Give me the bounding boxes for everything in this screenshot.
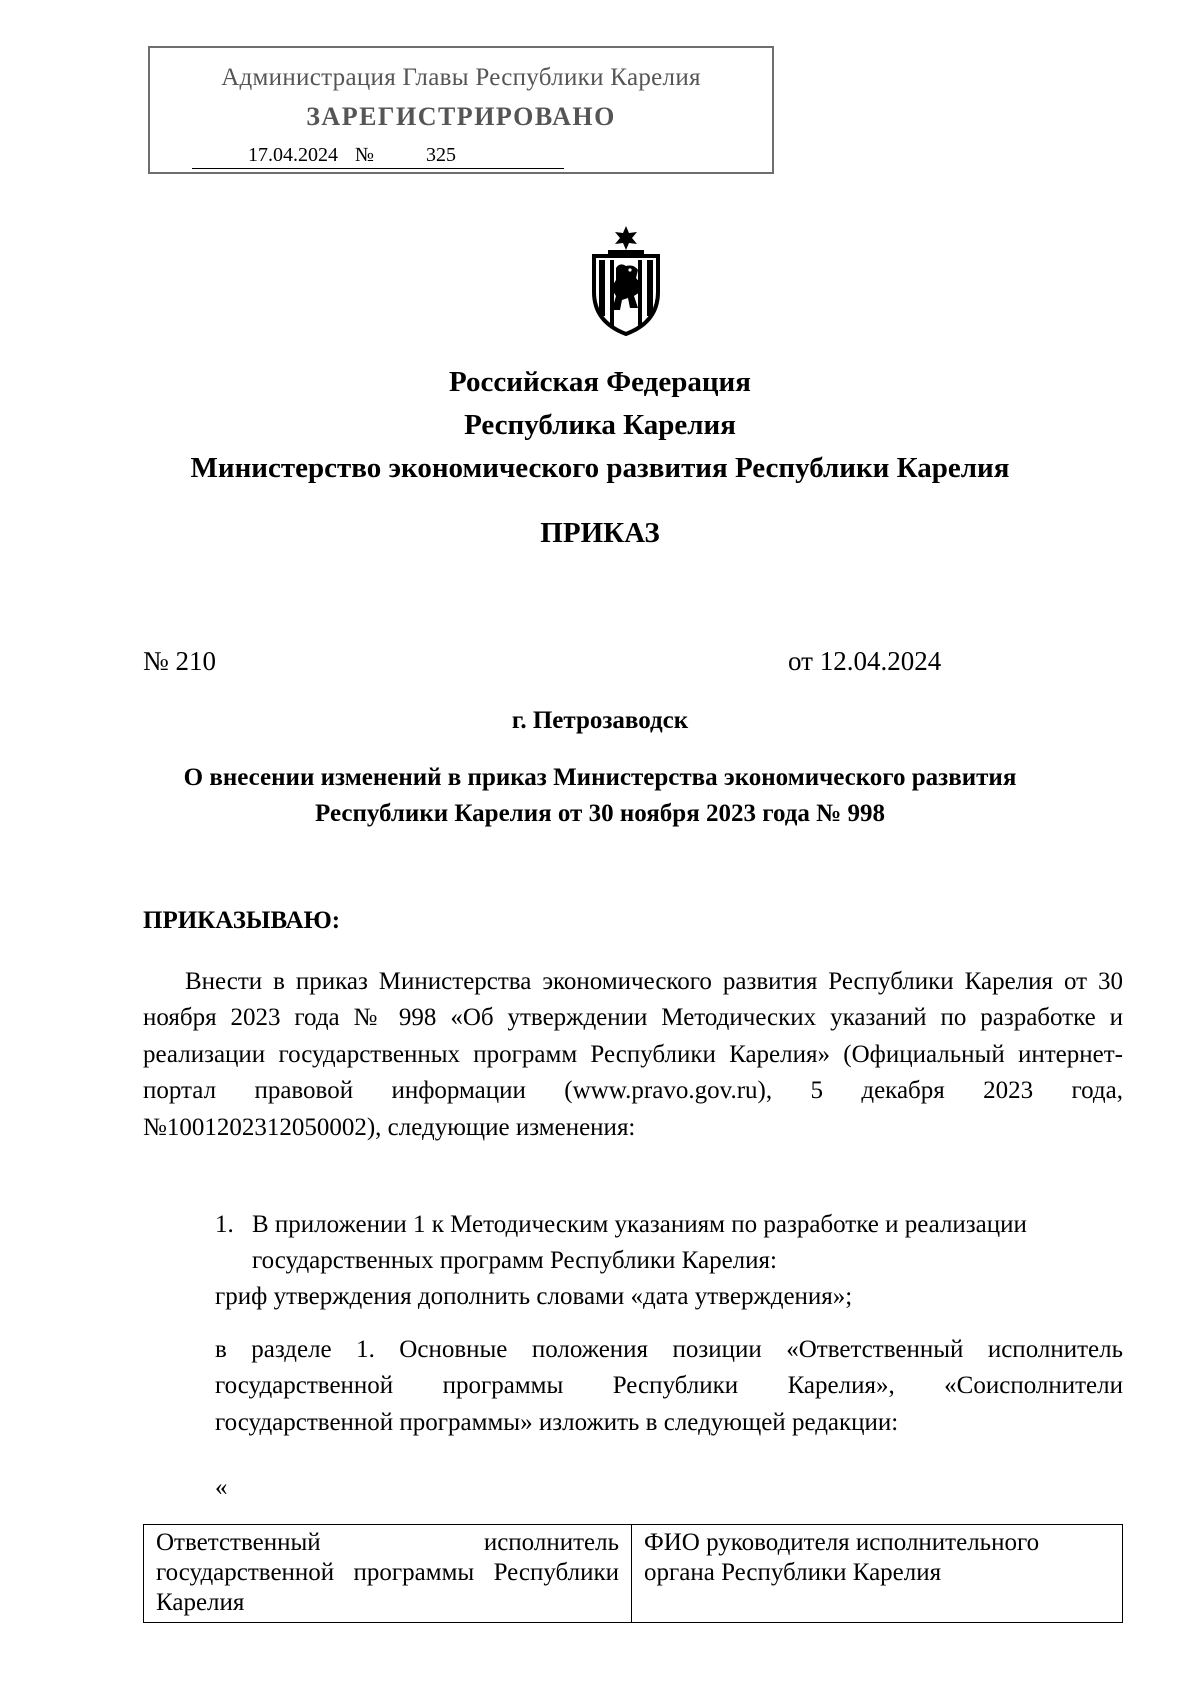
order-title-line2: Республики Карелия от 30 ноября 2023 года № 998 [315,800,885,827]
item1-text-line1: В приложении 1 к Методическим указаниям по разработке и реализации [252,1211,1027,1238]
item1-number: 1. [215,1211,234,1238]
intro-paragraph: Внести в приказ Министерства экономического развития Республики Карелия от 30 ноября 2023 года № 998 «Об утверждении Методических указаний по разработке и реализации государственных программ Республики Карелия» (Официальный интернет-портал правовой информации (www.pravo.gov.ru), 5 декабря 2023 года, №1001202312050002), следующие изменения: [143,968,1123,1141]
item1-subtext: гриф утверждения дополнить словами «дата утверждения»; [215,1283,853,1310]
order-date: от 12.04.2024 [788,646,942,676]
order-title-line1: О внесении изменений в приказ Министерства экономического развития [183,764,1017,791]
stamp-authority: Администрация Главы Республики Карелия [221,64,701,91]
responsible-executor-table [143,1524,1123,1623]
header-ministry: Министерство экономического развития Республики Карелия [190,452,1010,484]
table-cell-label: Ответственный исполнитель государственной программы Республики Карелия [144,1525,632,1623]
item1-text-line2: государственных программ Республики Карелия: [252,1247,777,1274]
order-word: ПРИКАЗЫВАЮ: [143,907,341,934]
stamp-number: 325 [374,144,564,169]
document-type: ПРИКАЗ [540,517,660,549]
quote-open: « [215,1474,228,1501]
stamp-date: 17.04.2024 [192,144,344,169]
registration-stamp [148,46,774,174]
section-paragraph: в разделе 1. Основные положения позиции «Ответственный исполнитель государственной программы Республики Карелия», «Соисполнители государственной программы» изложить в следующей редакции: [215,1336,1123,1436]
city: г. Петрозаводск [511,707,689,734]
stamp-registration-row [192,144,564,169]
stamp-registered: ЗАРЕГИСТРИРОВАНО [306,102,616,131]
table-row [144,1525,1123,1623]
karelia-coat-of-arms-icon [586,226,666,336]
header-country: Российская Федерация [449,366,751,398]
table-cell-value: ФИО руководителя исполнительного органа Республики Карелия [632,1525,1123,1623]
order-number: № 210 [143,646,217,676]
header-republic: Республика Карелия [464,409,736,441]
stamp-number-label: № [344,144,374,169]
